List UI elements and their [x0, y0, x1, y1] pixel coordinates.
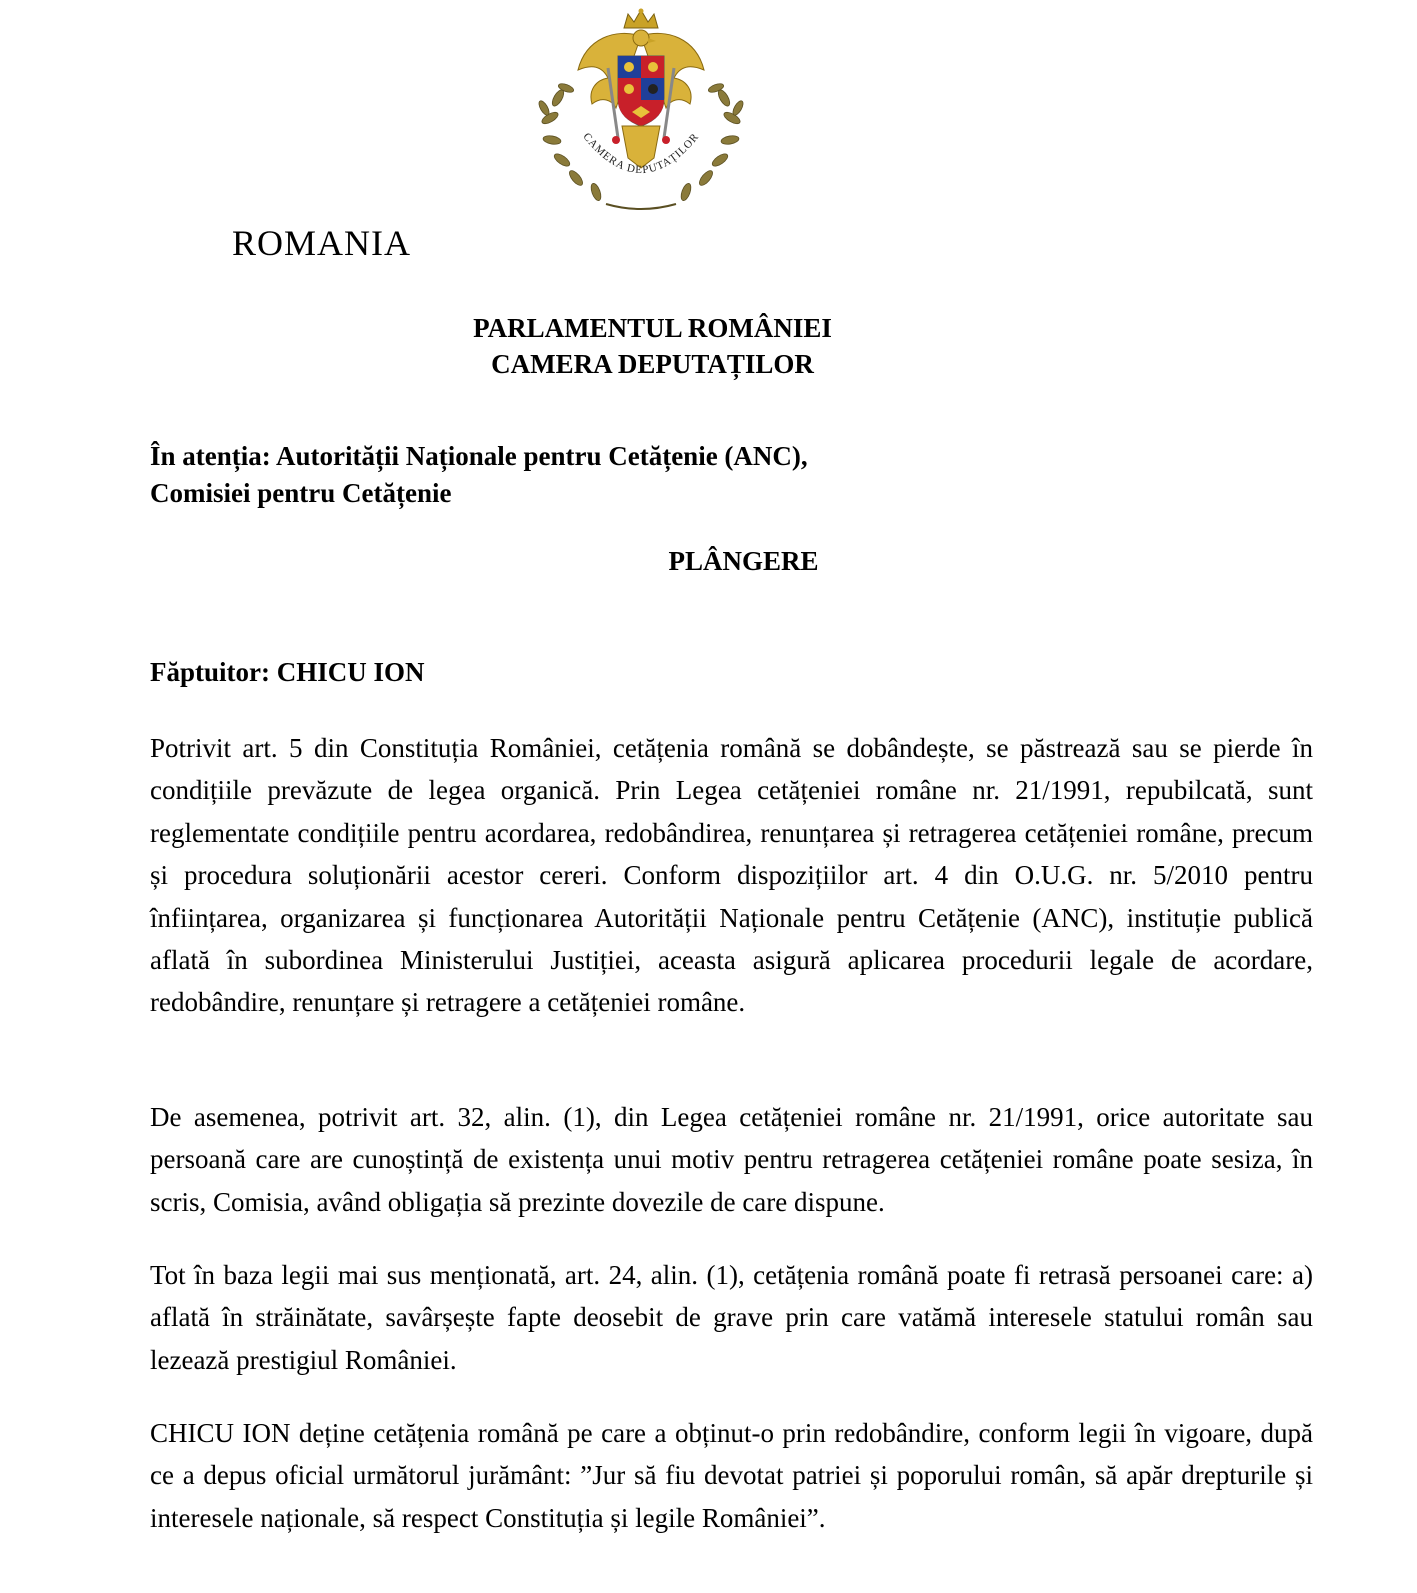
- attention-line-2: Comisiei pentru Cetățenie: [150, 478, 452, 508]
- coat-of-arms-icon: [536, 8, 746, 218]
- perpetrator-line: Făptuitor: CHICU ION: [150, 657, 425, 687]
- paragraph-2: De asemenea, potrivit art. 32, alin. (1), din Legea cetățeniei române nr. 21/1991, orice autoritate sau persoană care are cunoștință de existența unui motiv pentru retragerea cetățeniei române poate sesiza, în scris, Comisia, având obligația să prezinte dovezile de care dispune.: [150, 1102, 1313, 1217]
- chamber-of-deputies-emblem: [536, 8, 746, 218]
- paragraph-4: CHICU ION deține cetățenia română pe care a obținut-o prin redobândire, conform legii în vigoare, după ce a depus oficial următorul jurământ: ”Jur să fiu devotat patriei și poporului român, să apăr drepturile și interesele naționale, să respect Constituția și legile României”.: [150, 1418, 1313, 1533]
- title-chamber: CAMERA DEPUTAȚILOR: [491, 349, 814, 379]
- country-name: ROMANIA: [232, 223, 412, 263]
- attention-line-1: În atenția: Autorității Naționale pentru Cetățenie (ANC),: [150, 441, 808, 471]
- title-parliament: PARLAMENTUL ROMÂNIEI: [473, 313, 832, 343]
- paragraph-1: Potrivit art. 5 din Constituția României, cetățenia română se dobândește, se păstrează sau se pierde în condițiile prevăzute de legea organică. Prin Legea cetățeniei române nr. 21/1991, repubilcată, sunt reglementate condițiile pentru acordarea, redobândirea, renunțarea și retragerea cetățeniei române, precum și procedura soluționării acestor cereri. Conform dispozițiilor art. 4 din O.U.G. nr. 5/2010 pentru înființarea, organizarea și funcționarea Autorității Naționale pentru Cetățenie (ANC), instituție publică aflată în subordinea Ministerului Justiției, aceasta asigură aplicarea procedurii legale de acordare, redobândire, renunțare și retragere a cetățeniei române.: [150, 733, 1313, 1018]
- emblem-ring-text: CAMERA DEPUTAȚILOR: [580, 130, 702, 177]
- document-heading: PLÂNGERE: [668, 546, 819, 576]
- paragraph-3: Tot în baza legii mai sus menționată, art. 24, alin. (1), cetățenia română poate fi retrasă persoanei care: a) aflată în străinătate, savârșește fapte deosebit de grave prin care vatămă interesele statului român sau lezează prestigiul României.: [150, 1260, 1313, 1375]
